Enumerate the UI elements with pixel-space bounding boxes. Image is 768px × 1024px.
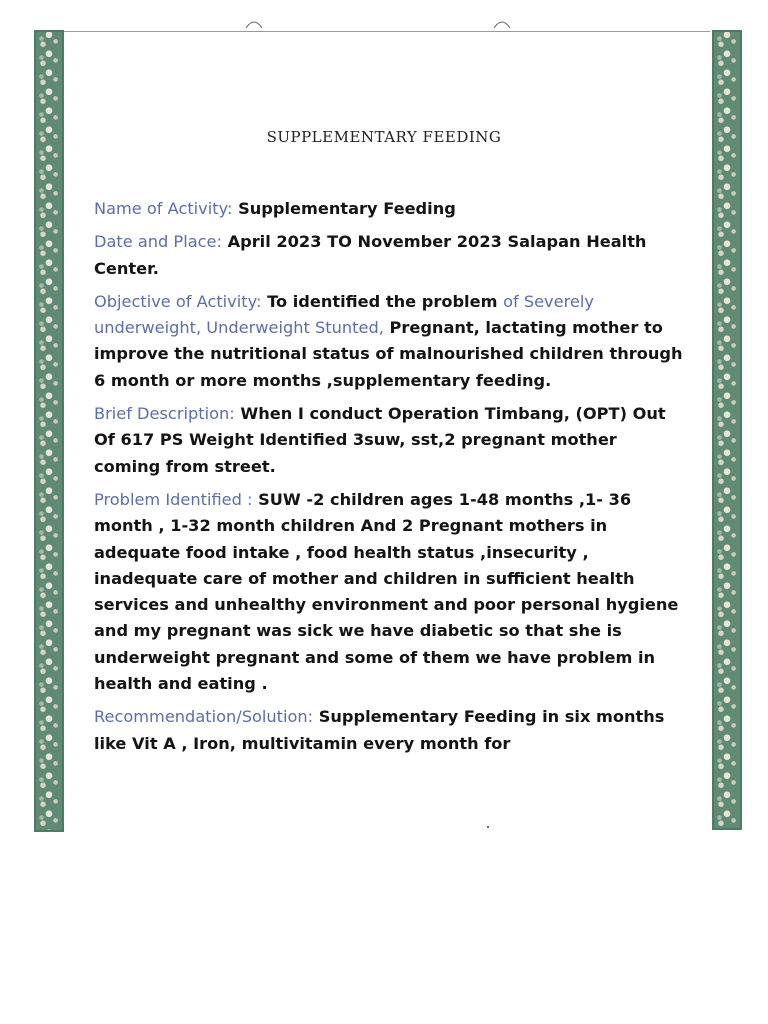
page-top-rule — [60, 31, 710, 32]
name-of-activity-paragraph — [94, 196, 684, 222]
brief-description-paragraph — [94, 401, 684, 480]
recommendation-text: Supplementary Feeding in six months like Vit A , Iron, multivitamin every month for — [94, 707, 665, 753]
scan-speck — [487, 826, 489, 828]
problem-identified-label: Problem Identified : — [94, 489, 253, 509]
date-and-place-paragraph — [94, 229, 684, 282]
recommendation-label: Recommendation/Solution: — [94, 707, 314, 727]
objective-paragraph — [94, 289, 684, 394]
objective-highlight: of Severely underweight, Underweight Stunted, — [94, 291, 594, 338]
brief-description-text: When I conduct Operation Timbang, (OPT) Out Of 617 PS Weight Identified 3suw, sst,2 pregnant mother coming from street. — [94, 404, 666, 476]
problem-identified-text: SUW -2 children ages 1-48 months ,1- 36 month , 1-32 month children And 2 Pregnant mothers in adequate food intake , food health status ,insecurity , inadequate care of mother and children in sufficient health services and unhealthy environment and poor personal hygiene and my pregnant was sick we have diabetic so that she is underweight pregnant and some of them we have problem in health and eating . — [94, 489, 679, 694]
objective-text-start: To identified the problem — [267, 291, 498, 311]
date-and-place-label: Date and Place: — [94, 232, 222, 252]
name-of-activity-value: Supplementary Feeding — [238, 199, 456, 218]
recommendation-paragraph — [94, 704, 684, 757]
binder-hole-right — [492, 14, 512, 36]
problem-identified-paragraph — [94, 487, 684, 697]
document-body — [94, 196, 684, 764]
brief-description-label: Brief Description: — [94, 404, 235, 424]
decorative-border-right — [712, 30, 742, 830]
decorative-border-left — [34, 30, 64, 832]
objective-label: Objective of Activity: — [94, 291, 262, 311]
name-of-activity-label: Name of Activity: — [94, 199, 233, 218]
objective-text-end: Pregnant, lactating mother to improve the nutritional status of malnourished children through 6 month or more months ,supplementary feeding. — [94, 318, 683, 390]
date-and-place-value: April 2023 TO November 2023 Salapan Health Center. — [94, 232, 647, 278]
binder-hole-left — [244, 14, 264, 36]
page-title: SUPPLEMENTARY FEEDING — [266, 128, 502, 146]
